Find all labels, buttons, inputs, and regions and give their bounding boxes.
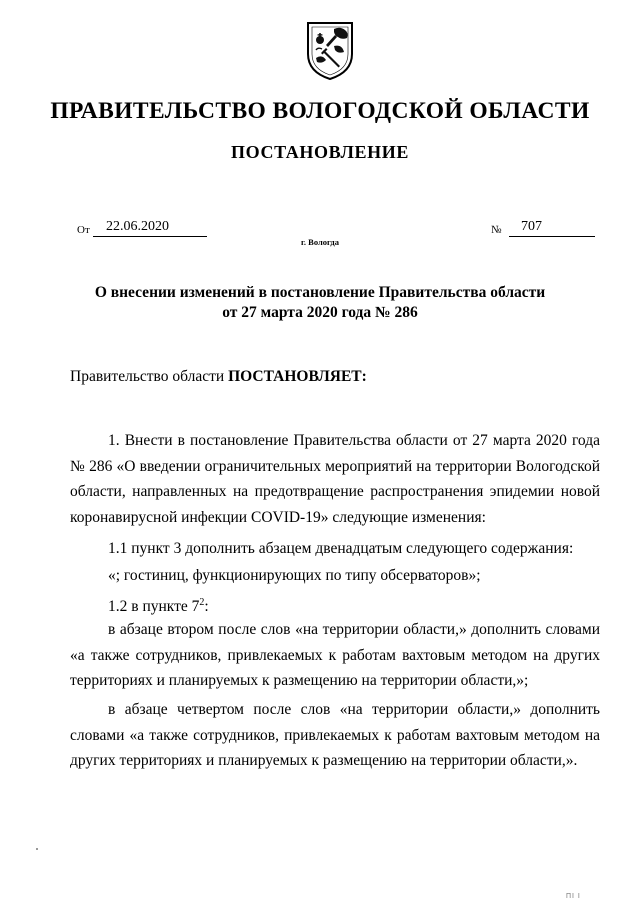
scan-speck xyxy=(36,848,38,850)
subject-line-2: от 27 марта 2020 года № 286 xyxy=(222,304,418,321)
city-name: г. Вологда xyxy=(301,237,339,247)
document-number: 707 xyxy=(521,219,542,234)
paragraph-6: в абзаце четвертом после слов «на территории области,» дополнить словами «а также сотрудников, привлекаемых к работам вахтовым методом на других территориях и планируемых к размещению на территории области,». xyxy=(70,701,600,769)
paragraph-4-superscript: 2 xyxy=(199,597,205,608)
paragraph-4-colon: : xyxy=(204,598,209,616)
paragraph-4-text: 1.2 в пункте 7 xyxy=(108,598,200,616)
decree-text: Правительство области xyxy=(70,368,229,385)
paragraph-2: 1.1 пункт 3 дополнить абзацем двенадцатым следующего содержания: xyxy=(108,540,574,557)
paragraph-1: 1. Внести в постановление Правительства области от 27 марта 2020 года № 286 «О введении ограничительных мероприятий на территории Вологодской области, направленных на предотвращение распространения эпидемии новой коронавирусной инфекции COVID-19» следующие изменения: xyxy=(70,432,600,526)
footer-mark: ПІ І xyxy=(566,893,581,900)
document-date: 22.06.2020 xyxy=(106,219,169,234)
decree-keyword: ПОСТАНОВЛЯЕТ: xyxy=(228,368,367,385)
coat-of-arms-icon xyxy=(304,20,356,82)
document-subject xyxy=(60,283,580,323)
document-type: ПОСТАНОВЛЕНИЕ xyxy=(231,142,409,162)
coat-of-arms-emblem xyxy=(304,20,356,82)
decree-statement xyxy=(70,368,367,386)
government-title: ПРАВИТЕЛЬСТВО ВОЛОГОДСКОЙ ОБЛАСТИ xyxy=(50,98,590,124)
subject-line-1: О внесении изменений в постановление Правительства области xyxy=(94,284,546,301)
date-prefix: От xyxy=(77,224,90,236)
paragraph-5: в абзаце втором после слов «на территории области,» дополнить словами «а также сотрудников, привлекаемых к работам вахтовым методом на других территориях и планируемых к размещению на территории области,»; xyxy=(70,621,600,689)
paragraph-3: «; гостиниц, функционирующих по типу обсерваторов»; xyxy=(108,567,481,584)
number-prefix: № xyxy=(491,224,502,236)
paragraph-4 xyxy=(70,590,600,620)
